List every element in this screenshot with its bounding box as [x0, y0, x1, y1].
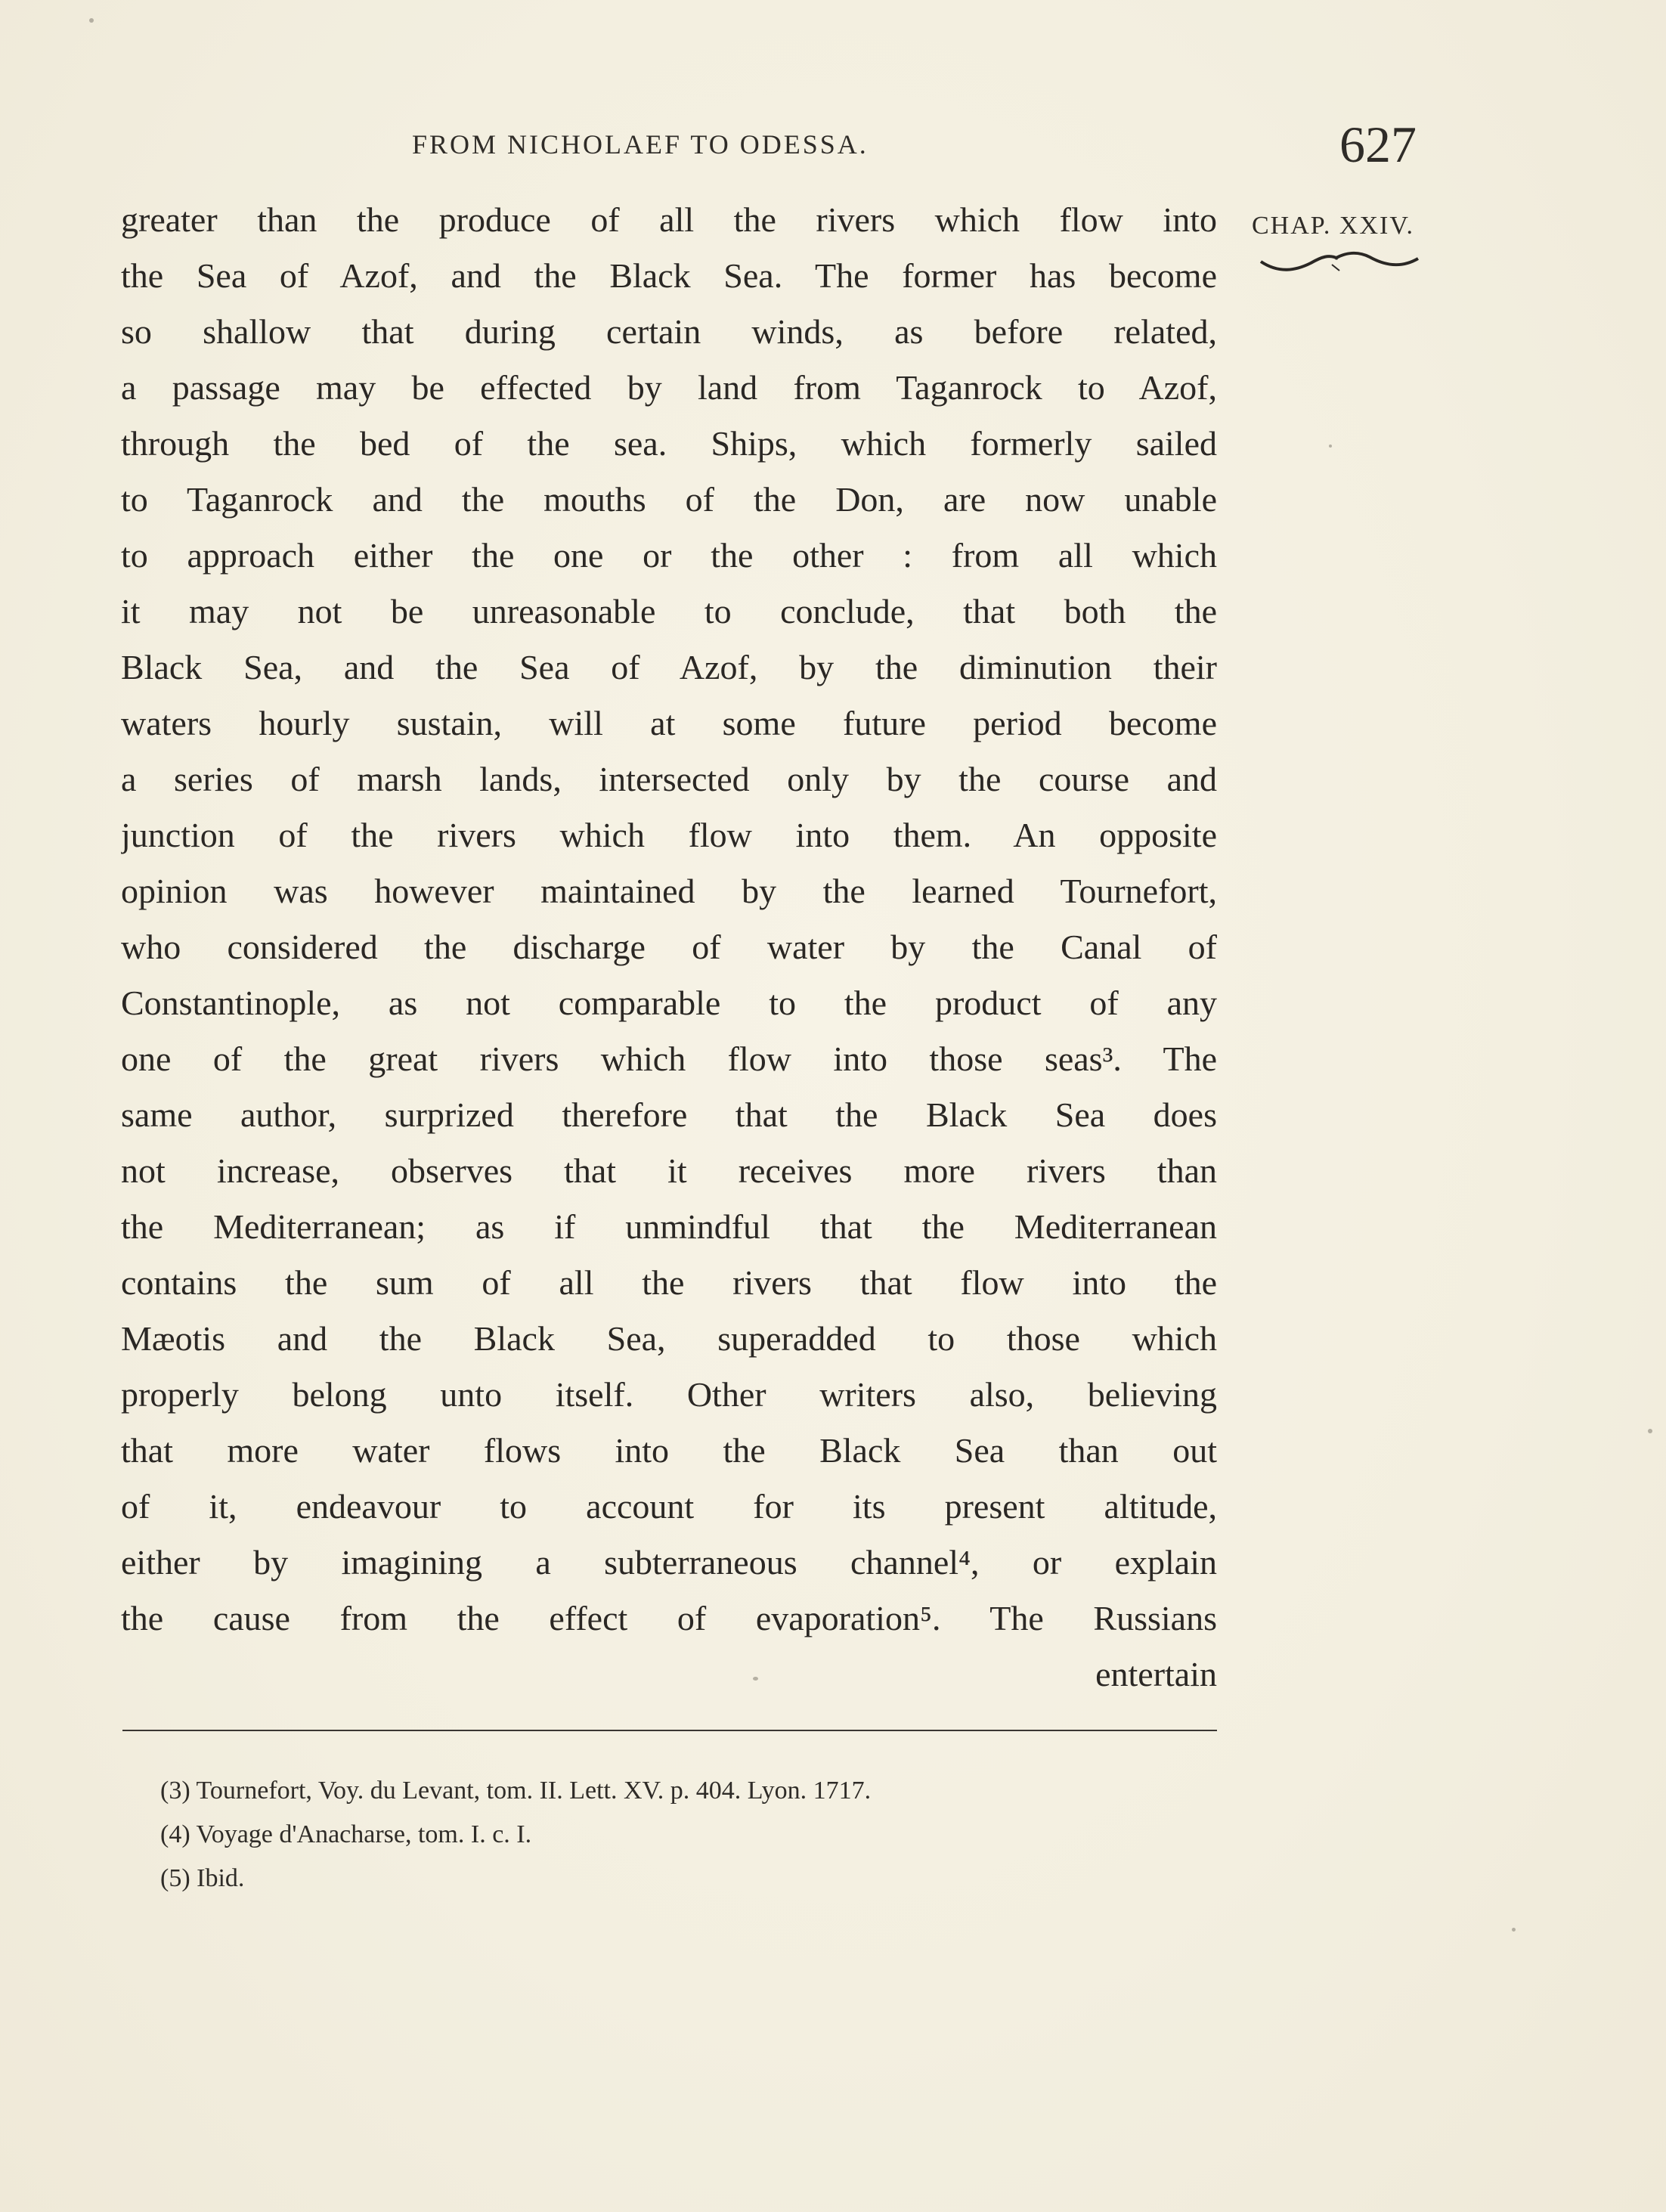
- footnote: (3) Tournefort, Voy. du Levant, tom. II. Lett. XV. p. 404. Lyon. 1717.: [160, 1777, 872, 1805]
- text-line: to approach either the one or the other : from all which: [121, 536, 1217, 575]
- text-line: it may not be unreasonable to conclude, that both the: [121, 592, 1217, 630]
- footnote: (5) Ibid.: [160, 1864, 245, 1892]
- text-line: Mæotis and the Black Sea, superadded to those which: [121, 1319, 1217, 1358]
- text-line: of it, endeavour to account for its present altitude,: [121, 1487, 1217, 1526]
- text-line: greater than the produce of all the rivers which flow into: [121, 200, 1217, 239]
- text-line: either by imagining a subterraneous channel⁴, or explain: [121, 1543, 1217, 1582]
- paper-speck: [753, 1677, 758, 1681]
- text-line: through the bed of the sea. Ships, which formerly sailed: [121, 424, 1217, 463]
- text-line: properly belong unto itself. Other writers also, believing: [121, 1375, 1217, 1414]
- page-number: 627: [1339, 116, 1417, 173]
- paper-speck: [89, 18, 94, 23]
- text-line: Constantinople, as not comparable to the product of any: [121, 984, 1217, 1022]
- text-line: that more water flows into the Black Sea than out: [121, 1431, 1217, 1470]
- footnote: (4) Voyage d'Anacharse, tom. I. c. I.: [160, 1820, 532, 1848]
- text-line: opinion was however maintained by the learned Tournefort,: [121, 872, 1217, 910]
- paper-speck: [1512, 1928, 1516, 1932]
- text-line: so shallow that during certain winds, as before related,: [121, 312, 1217, 351]
- footnote-divider: [122, 1730, 1217, 1731]
- text-line: a passage may be effected by land from Taganrock to Azof,: [121, 368, 1217, 407]
- text-line: the Mediterranean; as if unmindful that the Mediterranean: [121, 1207, 1217, 1246]
- text-line: not increase, observes that it receives more rivers than: [121, 1151, 1217, 1190]
- main-text-body: [121, 192, 1217, 1702]
- text-line: the cause from the effect of evaporation⁵. The Russians: [121, 1599, 1217, 1637]
- chapter-marginal-note: CHAP. XXIV.: [1252, 212, 1415, 240]
- paper-speck: [1648, 1429, 1652, 1433]
- catchword: entertain: [1095, 1655, 1217, 1693]
- text-line: who considered the discharge of water by the Canal of: [121, 928, 1217, 966]
- ornament-flourish: [1256, 248, 1423, 275]
- text-line: junction of the rivers which flow into them. An opposite: [121, 816, 1217, 854]
- text-line: contains the sum of all the rivers that flow into the: [121, 1263, 1217, 1302]
- text-line: to Taganrock and the mouths of the Don, are now unable: [121, 480, 1217, 519]
- running-title: FROM NICHOLAEF TO ODESSA.: [412, 129, 869, 160]
- text-line: a series of marsh lands, intersected only by the course and: [121, 760, 1217, 798]
- text-line: one of the great rivers which flow into those seas³. The: [121, 1039, 1217, 1078]
- paper-speck: [1329, 445, 1332, 448]
- footnotes: [160, 1769, 1219, 1901]
- text-line: the Sea of Azof, and the Black Sea. The former has become: [121, 256, 1217, 295]
- text-line: same author, surprized therefore that the Black Sea does: [121, 1095, 1217, 1134]
- text-line: Black Sea, and the Sea of Azof, by the diminution their: [121, 648, 1217, 686]
- text-line: waters hourly sustain, will at some future period become: [121, 704, 1217, 742]
